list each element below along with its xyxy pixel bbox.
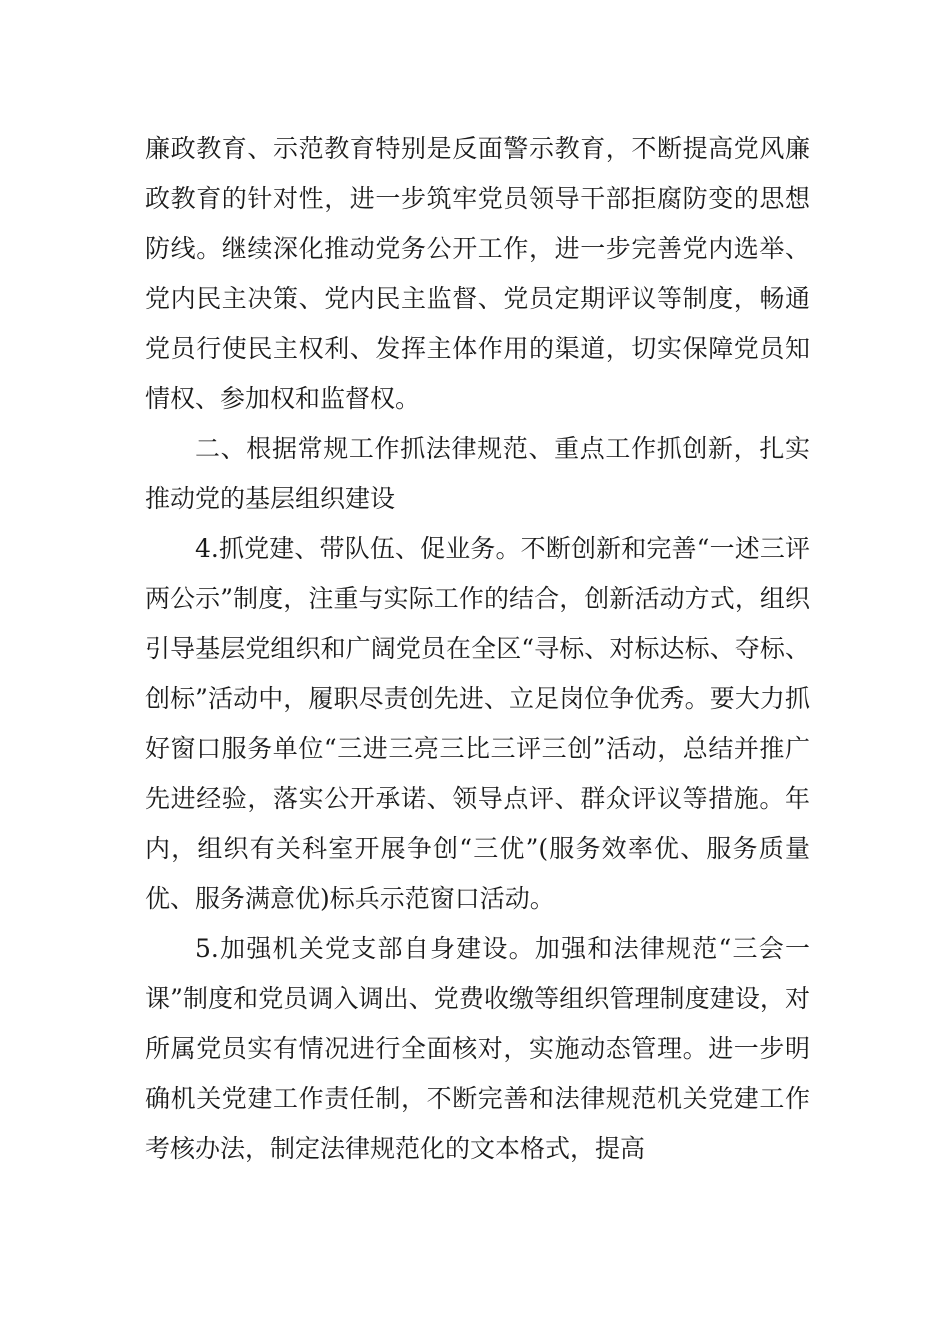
document-body: [145, 124, 810, 1174]
paragraph-item-4: 4.抓党建、带队伍、促业务。不断创新和完善“一述三评两公示”制度，注重与实际工作的结合，创新活动方式，组织引导基层党组织和广阔党员在全区“寻标、对标达标、夺标、创标”活动中，履职尽责创先进、立足岗位争优秀。要大力抓好窗口服务单位“三进三亮三比三评三创”活动，总结并推广先进经验，落实公开承诺、领导点评、群众评议等措施。年内，组织有关科室开展争创“三优”(服务效率优、服务质量优、服务满意优)标兵示范窗口活动。: [145, 534, 810, 913]
paragraph-continuation: 廉政教育、示范教育特别是反面警示教育，不断提高党风廉政教育的针对性，进一步筑牢党员领导干部拒腐防变的思想防线。继续深化推动党务公开工作，进一步完善党内选举、党内民主决策、党内民主监督、党员定期评议等制度，畅通党员行使民主权利、发挥主体作用的渠道，切实保障党员知情权、参加权和监督权。: [145, 134, 810, 413]
paragraph-item-5: 5.加强机关党支部自身建设。加强和法律规范“三会一课”制度和党员调入调出、党费收缴等组织管理制度建设，对所属党员实有情况进行全面核对，实施动态管理。进一步明确机关党建工作责任制，不断完善和法律规范机关党建工作考核办法，制定法律规范化的文本格式，提高: [145, 934, 810, 1163]
section-heading: 二、根据常规工作抓法律规范、重点工作抓创新，扎实推动党的基层组织建设: [145, 434, 810, 513]
